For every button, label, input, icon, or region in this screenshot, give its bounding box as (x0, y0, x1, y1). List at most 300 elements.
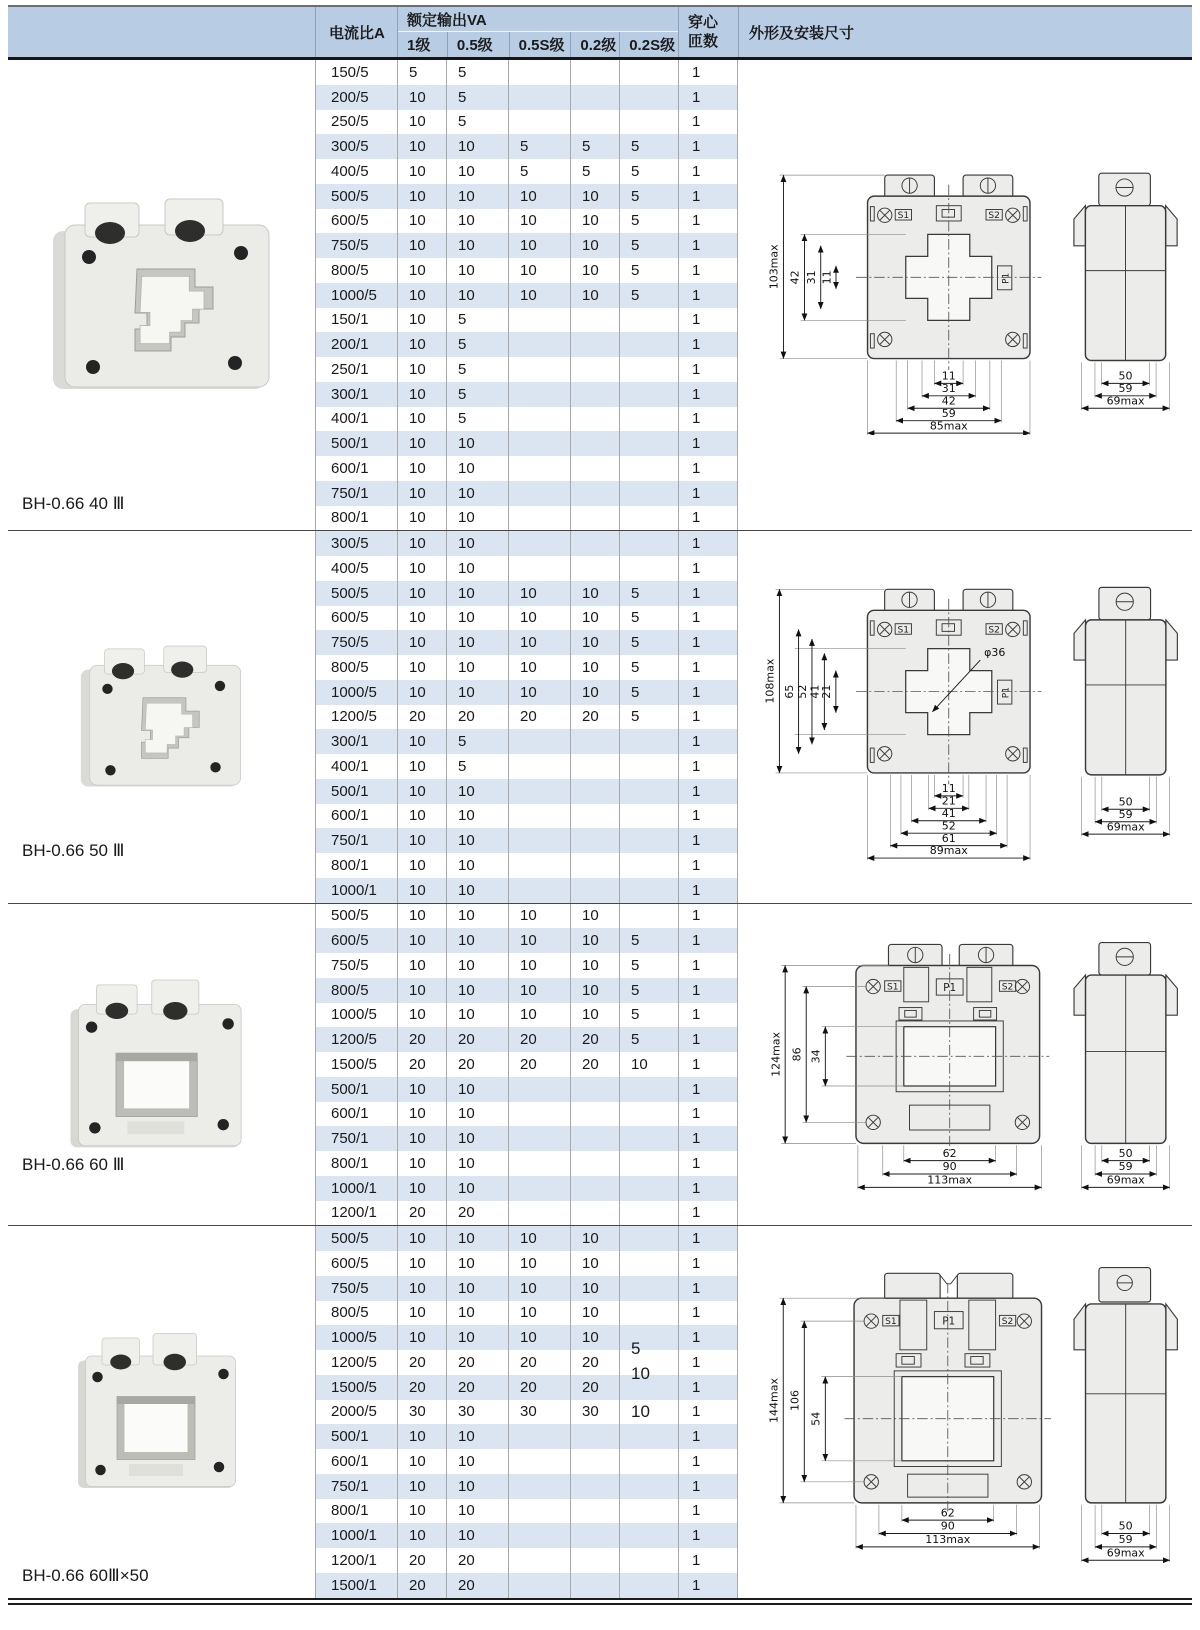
va-02s-cell (619, 110, 678, 135)
product-section-4 (8, 1225, 1192, 1597)
svg-text:50: 50 (1118, 1519, 1133, 1533)
va-05s-cell (508, 779, 570, 804)
svg-text:144max: 144max (767, 1377, 781, 1423)
spec-row (315, 779, 738, 804)
va-05-cell: 10 (446, 606, 508, 631)
svg-text:113max: 113max (927, 1173, 973, 1187)
va-1-cell: 10 (397, 878, 446, 903)
spec-row (315, 382, 738, 407)
outline-drawing-ct60x50 (745, 1254, 1185, 1570)
va-02s-cell (619, 1251, 678, 1276)
spec-row (315, 481, 738, 506)
va-05s-cell: 10 (508, 680, 570, 705)
current-ratio-cell: 300/5 (315, 531, 397, 556)
va-02-cell (570, 1523, 619, 1548)
current-ratio-cell: 800/5 (315, 258, 397, 283)
va-05-cell: 20 (446, 1027, 508, 1052)
va-1-cell: 10 (397, 332, 446, 357)
va-02-cell (570, 382, 619, 407)
turns-cell: 1 (678, 853, 738, 878)
svg-text:S2: S2 (1001, 1316, 1014, 1327)
va-05s-cell (508, 1523, 570, 1548)
va-02s-cell (619, 1449, 678, 1474)
va-02s-cell (619, 729, 678, 754)
va-05s-cell: 10 (508, 1003, 570, 1028)
va-1-cell: 10 (397, 531, 446, 556)
turns-cell: 1 (678, 878, 738, 903)
spec-row (315, 134, 738, 159)
va-05-cell: 10 (446, 1474, 508, 1499)
svg-text:69max: 69max (1106, 1173, 1145, 1187)
spec-row (315, 754, 738, 779)
spec-row (315, 655, 738, 680)
va-02-cell (570, 531, 619, 556)
svg-text:59: 59 (1118, 1532, 1133, 1546)
product-photo-ct40 (37, 195, 287, 395)
va-05-cell: 10 (446, 184, 508, 209)
spec-table (8, 5, 1192, 1605)
va-05-cell: 10 (446, 904, 508, 929)
va-1-cell: 10 (397, 853, 446, 878)
current-ratio-cell: 400/5 (315, 556, 397, 581)
va-1-cell: 30 (397, 1400, 446, 1425)
current-ratio-cell: 250/5 (315, 110, 397, 135)
spec-row (315, 1226, 738, 1251)
model-label: BH-0.66 60 Ⅲ (22, 1155, 125, 1175)
va-05-cell: 10 (446, 853, 508, 878)
current-ratio-cell: 400/5 (315, 159, 397, 184)
current-ratio-cell: 400/1 (315, 754, 397, 779)
turns-cell: 1 (678, 456, 738, 481)
va-05-cell: 10 (446, 1301, 508, 1326)
va-05-cell: 10 (446, 581, 508, 606)
va-05s-cell (508, 1102, 570, 1127)
spec-row (315, 1449, 738, 1474)
va-05-cell: 10 (446, 1151, 508, 1176)
current-ratio-cell: 600/5 (315, 209, 397, 234)
spec-row (315, 1052, 738, 1077)
va-05s-cell: 10 (508, 184, 570, 209)
spec-row (315, 904, 738, 929)
va-02s-cell (619, 332, 678, 357)
spec-row (315, 283, 738, 308)
svg-text:50: 50 (1118, 795, 1133, 809)
va-1-cell: 10 (397, 556, 446, 581)
va-02-cell: 10 (570, 904, 619, 929)
va-02-cell: 20 (570, 705, 619, 730)
va-05-cell: 20 (446, 1548, 508, 1573)
va-05s-cell (508, 729, 570, 754)
turns-cell: 1 (678, 705, 738, 730)
va-05-cell: 10 (446, 953, 508, 978)
svg-text:103max: 103max (767, 244, 781, 289)
current-ratio-cell: 500/1 (315, 1077, 397, 1102)
va-05s-cell: 10 (508, 655, 570, 680)
va-1-cell: 10 (397, 209, 446, 234)
turns-cell: 1 (678, 357, 738, 382)
va-02-cell: 5 (570, 134, 619, 159)
va-05s-cell (508, 1424, 570, 1449)
turns-cell: 1 (678, 1350, 738, 1375)
va-05s-cell: 20 (508, 1375, 570, 1400)
turns-cell: 1 (678, 754, 738, 779)
va-02-cell (570, 110, 619, 135)
current-ratio-cell: 1500/5 (315, 1375, 397, 1400)
va-02s-cell (619, 407, 678, 432)
turns-cell: 1 (678, 184, 738, 209)
va-05-cell: 10 (446, 1499, 508, 1524)
va-02-cell: 30 (570, 1400, 619, 1425)
va-02s-cell: 5 (619, 978, 678, 1003)
turns-cell: 1 (678, 680, 738, 705)
va-02-cell (570, 1573, 619, 1598)
current-ratio-cell: 800/1 (315, 853, 397, 878)
turns-cell: 1 (678, 1126, 738, 1151)
spec-row (315, 1339, 738, 1375)
svg-text:11: 11 (941, 369, 956, 383)
va-02-cell: 10 (570, 258, 619, 283)
svg-text:62: 62 (940, 1506, 955, 1520)
spec-row (315, 407, 738, 432)
va-02s-cell (619, 431, 678, 456)
spec-row (315, 1077, 738, 1102)
spec-row (315, 110, 738, 135)
va-02s-cell (619, 456, 678, 481)
va-02s-cell (619, 804, 678, 829)
svg-text:62: 62 (942, 1147, 957, 1161)
va-05-cell: 20 (446, 1350, 508, 1375)
current-ratio-cell: 600/1 (315, 1102, 397, 1127)
va-02-cell (570, 407, 619, 432)
current-ratio-cell: 400/1 (315, 407, 397, 432)
va-02-cell (570, 1449, 619, 1474)
va-1-cell: 10 (397, 1251, 446, 1276)
va-02s-cell: 5 (619, 1027, 678, 1052)
turns-cell: 1 (678, 209, 738, 234)
spec-row (315, 1126, 738, 1151)
va-02s-cell (619, 1573, 678, 1598)
current-ratio-cell: 750/5 (315, 1276, 397, 1301)
va-1-cell: 10 (397, 1523, 446, 1548)
va-05s-cell: 10 (508, 953, 570, 978)
va-02-cell: 10 (570, 630, 619, 655)
svg-text:S1: S1 (897, 625, 910, 636)
turns-cell: 1 (678, 928, 738, 953)
spec-row (315, 1364, 738, 1400)
va-05-cell: 10 (446, 1424, 508, 1449)
spec-row (315, 1573, 738, 1598)
va-05s-cell (508, 110, 570, 135)
turns-cell: 1 (678, 581, 738, 606)
va-02s-cell: 5 (619, 581, 678, 606)
current-ratio-cell: 500/5 (315, 184, 397, 209)
turns-cell: 1 (678, 308, 738, 333)
svg-text:41: 41 (941, 807, 956, 821)
svg-text:S1: S1 (897, 210, 910, 221)
va-05-cell: 10 (446, 1126, 508, 1151)
current-ratio-cell: 1000/5 (315, 1003, 397, 1028)
spec-row (315, 209, 738, 234)
turns-cell: 1 (678, 407, 738, 432)
spec-row (315, 357, 738, 382)
spec-row (315, 85, 738, 110)
spec-row (315, 1474, 738, 1499)
spec-row (315, 308, 738, 333)
va-02-cell: 10 (570, 283, 619, 308)
header-va-classes (398, 32, 678, 57)
va-02-cell (570, 85, 619, 110)
va-1-cell: 10 (397, 779, 446, 804)
va-02s-cell (619, 1301, 678, 1326)
va-1-cell: 10 (397, 1151, 446, 1176)
product-section-1 (8, 60, 1192, 530)
spec-row (315, 1027, 738, 1052)
va-05-cell: 10 (446, 233, 508, 258)
va-05s-cell (508, 1474, 570, 1499)
current-ratio-cell: 1500/1 (315, 1573, 397, 1598)
va-05-cell: 10 (446, 159, 508, 184)
va-02-cell: 5 (570, 159, 619, 184)
turns-cell: 1 (678, 904, 738, 929)
va-02s-cell (619, 1474, 678, 1499)
va-02-cell (570, 878, 619, 903)
turns-cell: 1 (678, 1176, 738, 1201)
spec-row (315, 606, 738, 631)
va-02-cell: 10 (570, 928, 619, 953)
va-02-cell (570, 60, 619, 85)
spec-row (315, 1102, 738, 1127)
va-05-cell: 10 (446, 1102, 508, 1127)
header-class-05: 0.5级 (447, 32, 509, 57)
va-05s-cell: 10 (508, 606, 570, 631)
turns-cell: 1 (678, 1548, 738, 1573)
va-1-cell: 10 (397, 357, 446, 382)
va-02s-cell: 5 (619, 953, 678, 978)
va-1-cell: 10 (397, 978, 446, 1003)
va-05-cell: 10 (446, 1523, 508, 1548)
va-05-cell: 30 (446, 1400, 508, 1425)
svg-text:S2: S2 (1001, 982, 1014, 993)
va-05s-cell (508, 506, 570, 531)
dimension-drawing-cell-2 (738, 531, 1192, 902)
svg-text:52: 52 (941, 819, 956, 833)
turns-cell: 1 (678, 332, 738, 357)
spec-row (315, 1301, 738, 1326)
va-02-cell: 10 (570, 1301, 619, 1326)
va-05s-cell (508, 853, 570, 878)
va-05s-cell (508, 431, 570, 456)
model-label: BH-0.66 50 Ⅲ (22, 840, 125, 860)
va-02-cell: 10 (570, 680, 619, 705)
spec-row (315, 1003, 738, 1028)
va-05-cell: 10 (446, 680, 508, 705)
spec-rows-1 (315, 60, 738, 530)
spec-row (315, 705, 738, 730)
outline-drawing-ct40 (745, 156, 1185, 435)
va-05s-cell: 10 (508, 258, 570, 283)
va-02s-cell (619, 1102, 678, 1127)
spec-row (315, 680, 738, 705)
spec-row (315, 1251, 738, 1276)
va-1-cell: 10 (397, 456, 446, 481)
va-1-cell: 10 (397, 1499, 446, 1524)
turns-cell: 1 (678, 1573, 738, 1598)
turns-cell: 1 (678, 1077, 738, 1102)
va-05s-cell (508, 85, 570, 110)
svg-text:S1: S1 (885, 1316, 897, 1327)
va-1-cell: 10 (397, 506, 446, 531)
va-1-cell: 10 (397, 159, 446, 184)
va-02-cell (570, 1424, 619, 1449)
current-ratio-cell: 750/1 (315, 828, 397, 853)
spec-row (315, 853, 738, 878)
header-turns: 穿心 匝数 (678, 7, 738, 57)
va-1-cell: 10 (397, 904, 446, 929)
current-ratio-cell: 500/5 (315, 904, 397, 929)
table-bottom-rule (8, 1598, 1192, 1605)
spec-row (315, 1176, 738, 1201)
svg-text:59: 59 (941, 406, 956, 420)
svg-text:59: 59 (1118, 808, 1133, 822)
va-05s-cell (508, 481, 570, 506)
va-02-cell: 10 (570, 1226, 619, 1251)
model-label: BH-0.66 60Ⅲ×50 (22, 1565, 149, 1585)
va-1-cell: 10 (397, 481, 446, 506)
va-1-cell: 10 (397, 1301, 446, 1326)
svg-text:P1: P1 (1001, 272, 1012, 284)
svg-text:59: 59 (1118, 1160, 1133, 1174)
va-05-cell: 10 (446, 1325, 508, 1350)
va-05-cell: 10 (446, 630, 508, 655)
turns-cell: 1 (678, 283, 738, 308)
svg-text:90: 90 (942, 1160, 957, 1174)
header-va-group-label: 额定输出VA (398, 7, 678, 32)
va-05-cell: 20 (446, 1375, 508, 1400)
turns-cell: 1 (678, 779, 738, 804)
va-02-cell (570, 1548, 619, 1573)
svg-text:31: 31 (941, 381, 956, 395)
product-section-3 (8, 903, 1192, 1226)
current-ratio-cell: 1200/1 (315, 1548, 397, 1573)
va-02s-cell: 10 (619, 1375, 678, 1400)
spec-rows-2 (315, 531, 738, 902)
va-02s-cell: 5 (619, 928, 678, 953)
va-1-cell: 10 (397, 283, 446, 308)
svg-text:61: 61 (941, 832, 956, 846)
header-class-02: 0.2级 (570, 32, 619, 57)
header-product-cell (8, 7, 315, 57)
va-02s-cell: 5 (619, 159, 678, 184)
va-1-cell: 10 (397, 828, 446, 853)
turns-cell: 1 (678, 1499, 738, 1524)
va-05s-cell (508, 804, 570, 829)
va-05s-cell (508, 1151, 570, 1176)
va-05s-cell: 10 (508, 283, 570, 308)
va-05-cell: 10 (446, 1276, 508, 1301)
turns-cell: 1 (678, 110, 738, 135)
spec-row (315, 581, 738, 606)
turns-cell: 1 (678, 655, 738, 680)
turns-cell: 1 (678, 1052, 738, 1077)
va-02-cell: 10 (570, 655, 619, 680)
turns-cell: 1 (678, 85, 738, 110)
current-ratio-cell: 1200/1 (315, 1201, 397, 1226)
va-02-cell: 10 (570, 581, 619, 606)
va-02s-cell: 10 (619, 1052, 678, 1077)
table-header (8, 5, 1192, 60)
va-02-cell: 10 (570, 209, 619, 234)
va-02s-cell (619, 357, 678, 382)
current-ratio-cell: 750/5 (315, 233, 397, 258)
va-02-cell (570, 308, 619, 333)
va-02s-cell (619, 1201, 678, 1226)
va-02s-cell: 5 (619, 655, 678, 680)
turns-cell: 1 (678, 556, 738, 581)
va-02s-cell: 5 (619, 283, 678, 308)
spec-row (315, 1276, 738, 1301)
va-02-cell: 10 (570, 233, 619, 258)
va-02-cell: 20 (570, 1375, 619, 1400)
svg-text:P1: P1 (942, 1315, 956, 1328)
current-ratio-cell: 500/1 (315, 431, 397, 456)
va-05-cell: 10 (446, 258, 508, 283)
spec-row (315, 258, 738, 283)
va-02s-cell (619, 382, 678, 407)
header-current-ratio: 电流比A (315, 7, 397, 57)
va-05-cell: 10 (446, 878, 508, 903)
va-02s-cell (619, 506, 678, 531)
va-02-cell (570, 1126, 619, 1151)
svg-text:42: 42 (941, 394, 956, 408)
va-05s-cell: 10 (508, 978, 570, 1003)
svg-text:11: 11 (820, 269, 834, 284)
va-05-cell: 10 (446, 134, 508, 159)
va-05s-cell: 10 (508, 1301, 570, 1326)
spec-rows-3 (315, 904, 738, 1226)
turns-cell: 1 (678, 159, 738, 184)
svg-text:P1: P1 (943, 982, 957, 995)
va-02s-cell (619, 1077, 678, 1102)
va-05-cell: 5 (446, 308, 508, 333)
svg-text:50: 50 (1118, 1147, 1133, 1161)
va-02-cell (570, 1102, 619, 1127)
turns-cell: 1 (678, 1449, 738, 1474)
va-02s-cell (619, 1523, 678, 1548)
header-class-02s: 0.2S级 (619, 32, 678, 57)
svg-text:φ36: φ36 (984, 646, 1006, 660)
turns-cell: 1 (678, 828, 738, 853)
turns-cell: 1 (678, 1375, 738, 1400)
va-02s-cell (619, 878, 678, 903)
va-1-cell: 10 (397, 804, 446, 829)
spec-row (315, 1151, 738, 1176)
va-02-cell (570, 431, 619, 456)
header-class-05s: 0.5S级 (509, 32, 571, 57)
current-ratio-cell: 750/5 (315, 953, 397, 978)
va-05-cell: 10 (446, 209, 508, 234)
current-ratio-cell: 600/5 (315, 1251, 397, 1276)
va-05s-cell (508, 1573, 570, 1598)
va-05s-cell (508, 1449, 570, 1474)
current-ratio-cell: 600/1 (315, 1449, 397, 1474)
svg-text:P1: P1 (1001, 687, 1012, 699)
va-02s-cell (619, 1424, 678, 1449)
va-02-cell (570, 506, 619, 531)
turns-cell: 1 (678, 1201, 738, 1226)
spec-row (315, 431, 738, 456)
va-05-cell: 10 (446, 779, 508, 804)
va-02s-cell (619, 85, 678, 110)
